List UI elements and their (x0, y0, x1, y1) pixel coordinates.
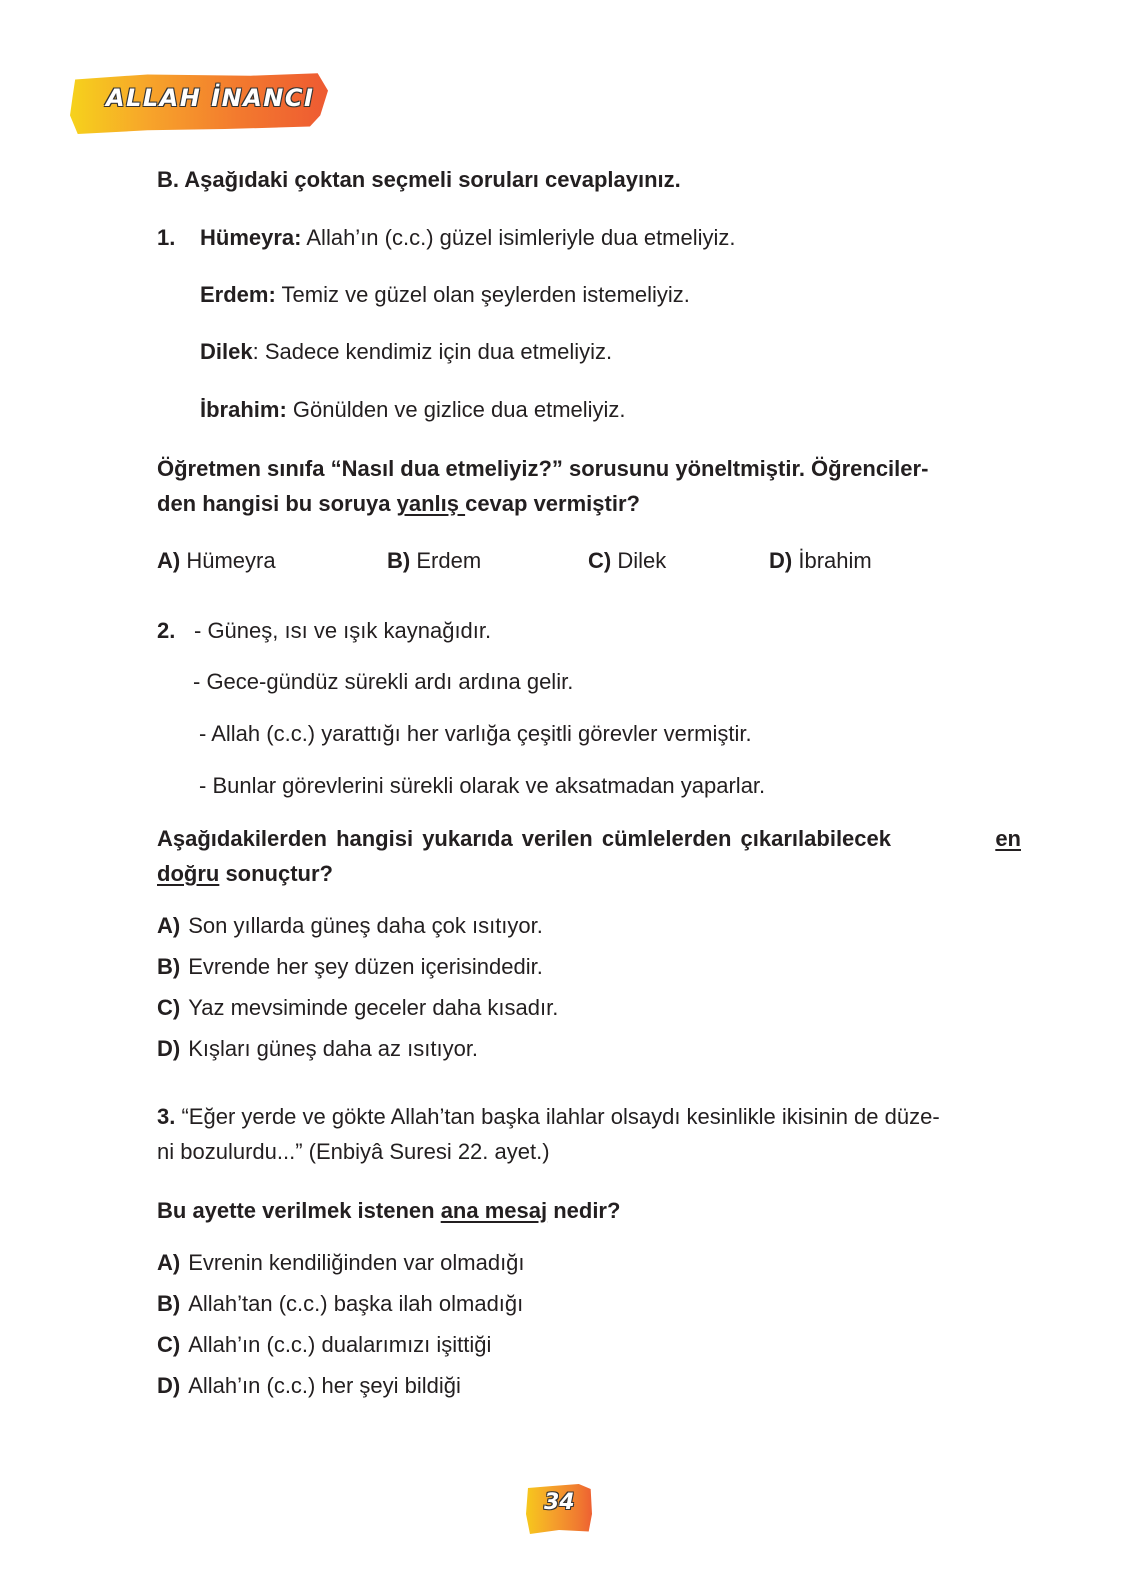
speaker-name: İbrahim: (200, 397, 287, 422)
q1-statement-dilek (200, 338, 612, 366)
q2-statement-2: - Gece-gündüz sürekli ardı ardına gelir. (193, 669, 574, 694)
q1-statement-ibrahim (200, 396, 626, 424)
speaker-name: Dilek (200, 339, 253, 364)
prompt-text: nedir? (547, 1198, 621, 1223)
q3-quote-line-2: ni bozulurdu...” (Enbiyâ Suresi 22. ayet.) (157, 1139, 550, 1164)
option-text: Allah’ın (c.c.) her şeyi bildiği (188, 1373, 461, 1398)
prompt-text: cevap vermiştir? (465, 491, 640, 516)
option-letter: A) (157, 913, 181, 938)
prompt-text: sonuçtur? (219, 861, 333, 886)
q3-option-b[interactable] (157, 1290, 523, 1318)
prompt-text: Aşağıdakilerden hangisi yukarıda verilen cümlelerden çıkarılabilecek (157, 826, 891, 851)
option-letter: C) (588, 548, 612, 573)
page-number: 34 (544, 1490, 575, 1515)
option-letter: C) (157, 1332, 181, 1357)
q1-statement-erdem (200, 281, 690, 309)
q3-quote-line-1 (157, 1103, 940, 1131)
q3-prompt (157, 1197, 620, 1225)
q3-option-a[interactable] (157, 1249, 525, 1277)
section-instruction: B. Aşağıdaki çoktan seçmeli soruları cevaplayınız. (157, 167, 681, 192)
statement-text: Allah’ın (c.c.) güzel isimleriyle dua etmeliyiz. (301, 225, 736, 250)
q2-option-b[interactable] (157, 953, 543, 981)
option-text: Hümeyra (186, 548, 276, 573)
option-text: Evrende her şey düzen içerisindedir. (188, 954, 543, 979)
statement-text: : Sadece kendimiz için dua etmeliyiz. (252, 339, 613, 364)
q2-option-a[interactable] (157, 912, 543, 940)
q1-option-d[interactable] (769, 547, 872, 575)
option-letter: A) (157, 1250, 181, 1275)
q1-statement-humeyra (200, 224, 736, 252)
prompt-text: Bu ayette verilmek istenen (157, 1198, 441, 1223)
q2-prompt-line-2 (157, 860, 333, 888)
q1-prompt-line-1: Öğretmen sınıfa “Nasıl dua etmeliyiz?” sorusunu yöneltmiştir. Öğrenciler- (157, 456, 929, 481)
statement-text: Temiz ve güzel olan şeylerden istemeliyiz. (275, 282, 690, 307)
option-text: Evrenin kendiliğinden var olmadığı (188, 1250, 525, 1275)
option-text: İbrahim (798, 548, 872, 573)
q1-option-b[interactable] (387, 547, 481, 575)
q2-statement-1: - Güneş, ısı ve ışık kaynağıdır. (194, 618, 492, 643)
quote-text: “Eğer yerde ve gökte Allah’tan başka ilahlar olsaydı kesinlikle ikisinin de düze- (175, 1104, 940, 1129)
option-letter: A) (157, 548, 181, 573)
q2-option-c[interactable] (157, 994, 558, 1022)
option-text: Allah’tan (c.c.) başka ilah olmadığı (188, 1291, 524, 1316)
option-letter: D) (157, 1036, 181, 1061)
prompt-emphasis: ana mesaj (440, 1198, 548, 1223)
option-letter: B) (387, 548, 411, 573)
q1-option-c[interactable] (588, 547, 666, 575)
q2-statement-4: - Bunlar görevlerini sürekli olarak ve aksatmadan yaparlar. (199, 773, 766, 798)
q2-prompt-line-1 (157, 825, 1021, 853)
option-letter: B) (157, 954, 181, 979)
option-letter: B) (157, 1291, 181, 1316)
q3-option-d[interactable] (157, 1372, 461, 1400)
option-letter: D) (769, 548, 793, 573)
option-text: Erdem (416, 548, 482, 573)
question-1-number: 1. (157, 225, 176, 250)
question-3-number: 3. (157, 1104, 176, 1129)
speaker-name: Hümeyra: (200, 225, 302, 250)
prompt-emphasis: yanlış (396, 491, 466, 516)
speaker-name: Erdem: (200, 282, 276, 307)
option-text: Yaz mevsiminde geceler daha kısadır. (188, 995, 559, 1020)
prompt-text: den hangisi bu soruya (157, 491, 397, 516)
option-text: Allah’ın (c.c.) dualarımızı işittiği (188, 1332, 492, 1357)
option-text: Dilek (617, 548, 667, 573)
prompt-emphasis: doğru (157, 861, 220, 886)
q2-statement-3: - Allah (c.c.) yarattığı her varlığa çeşitli görevler vermiştir. (199, 721, 752, 746)
question-2-number: 2. (157, 618, 176, 643)
q2-option-d[interactable] (157, 1035, 478, 1063)
option-text: Son yıllarda güneş daha çok ısıtıyor. (188, 913, 543, 938)
prompt-emphasis: en (995, 826, 1021, 851)
option-letter: D) (157, 1373, 181, 1398)
statement-text: Gönülden ve gizlice dua etmeliyiz. (286, 397, 626, 422)
q3-option-c[interactable] (157, 1331, 491, 1359)
chapter-title: ALLAH İNANCI (106, 84, 315, 112)
option-letter: C) (157, 995, 181, 1020)
q1-option-a[interactable] (157, 547, 276, 575)
option-text: Kışları güneş daha az ısıtıyor. (188, 1036, 479, 1061)
q1-prompt-line-2 (157, 490, 640, 518)
